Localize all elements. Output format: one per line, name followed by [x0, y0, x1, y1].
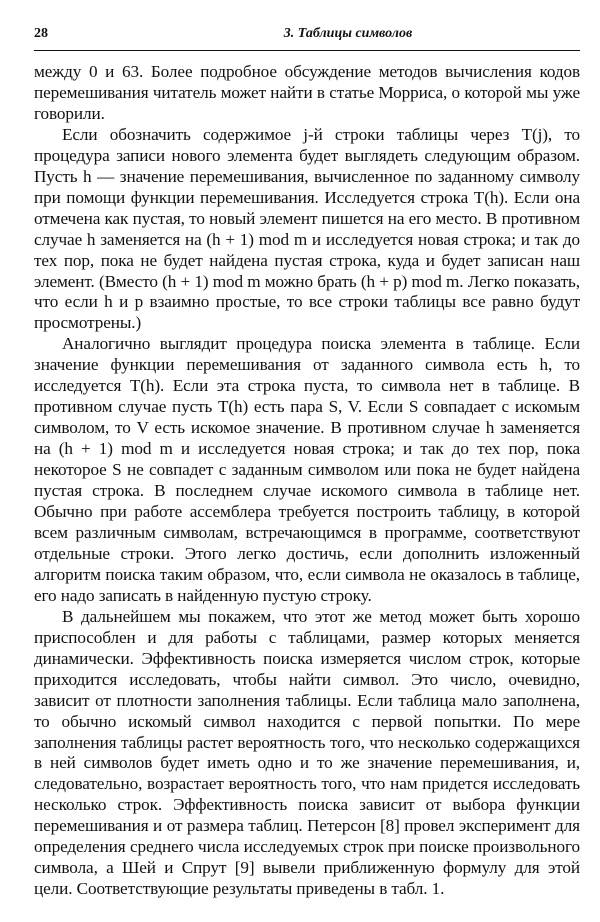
- page-number: 28: [34, 26, 48, 41]
- paragraph-continuation: между 0 и 63. Более подробное обсуждение методов вычисления кодов перемешивания читатель может найти в статье Морриса, о которой мы уже говорили.: [34, 62, 580, 123]
- paragraph-search-procedure: Аналогично выглядит процедура поиска элемента в таблице. Если значение функции перемешивания от заданного символа есть h, то исследуется T(h). Если эта строка пуста, то символа нет в таблице. В противном случае пусть T(h) есть пара S, V. Если S совпадает с искомым символом, то V есть искомое значение. В противном случае h заменяется на (h + 1) mod m и исследуется новая строка; и так до тех пор, пока некоторое S не совпадет с заданным символом или пока не будет найдена пустая строка. В последнем случае искомого символа в таблице нет. Обычно при работе ассемблера требуется построить таблицу, в которой всем различным символам, встречающимся в программе, соответствуют отдельные строки. Этого легко достичь, если дополнить изложенный алгоритм поиска таким образом, что, если символа не оказалось в таблице, его надо записать в найденную пустую строку.: [34, 334, 580, 605]
- paragraph-insert-procedure: Если обозначить содержимое j-й строки таблицы через T(j), то процедура записи нового элемента будет выглядеть следующим образом. Пусть h — значение перемешивания, вычисленное по заданному символу при помощи функции перемешивания. Исследуется строка T(h). Если она отмечена как пустая, то новый элемент пишется на его место. В противном случае h заменяется на (h + 1) mod m и исследуется новая строка; и так до тех пор, пока не будет найдена пустая строка, куда и будет записан наш элемент. (Вместо (h + 1) mod m можно брать (h + p) mod m. Легко показать, что если h и p взаимно простые, то все строки таблицы все равно будут просмотрены.): [34, 124, 580, 333]
- page-header: [34, 26, 580, 51]
- paragraph-efficiency: В дальнейшем мы покажем, что этот же метод может быть хорошо приспособлен и для работы с таблицами, размер которых меняется динамически. Эффективность поиска измеряется числом строк, которые приходится исследовать, чтобы найти символ. Это число, очевидно, зависит от плотности заполнения таблицы. Если таблица мало заполнена, то обычно искомый символ находится с первой попытки. По мере заполнения таблицы растет вероятность того, что несколько содержащихся в ней символов будет иметь одно и то же значение перемешивания, и, следовательно, возрастает вероятность того, что нам придется исследовать несколько строк. Эффективность поиска зависит от выбора функции перемешивания и от размера таблиц. Петерсон [8] провел эксперимент для определения среднего числа исследуемых строк при поиске произвольного символа, а Шей и Спрут [9] вывели приближенную формулу для этой цели. Соответствующие результаты приведены в табл. 1.: [34, 606, 580, 899]
- running-title: 3. Таблицы символов: [283, 26, 413, 41]
- body-text: [34, 62, 580, 900]
